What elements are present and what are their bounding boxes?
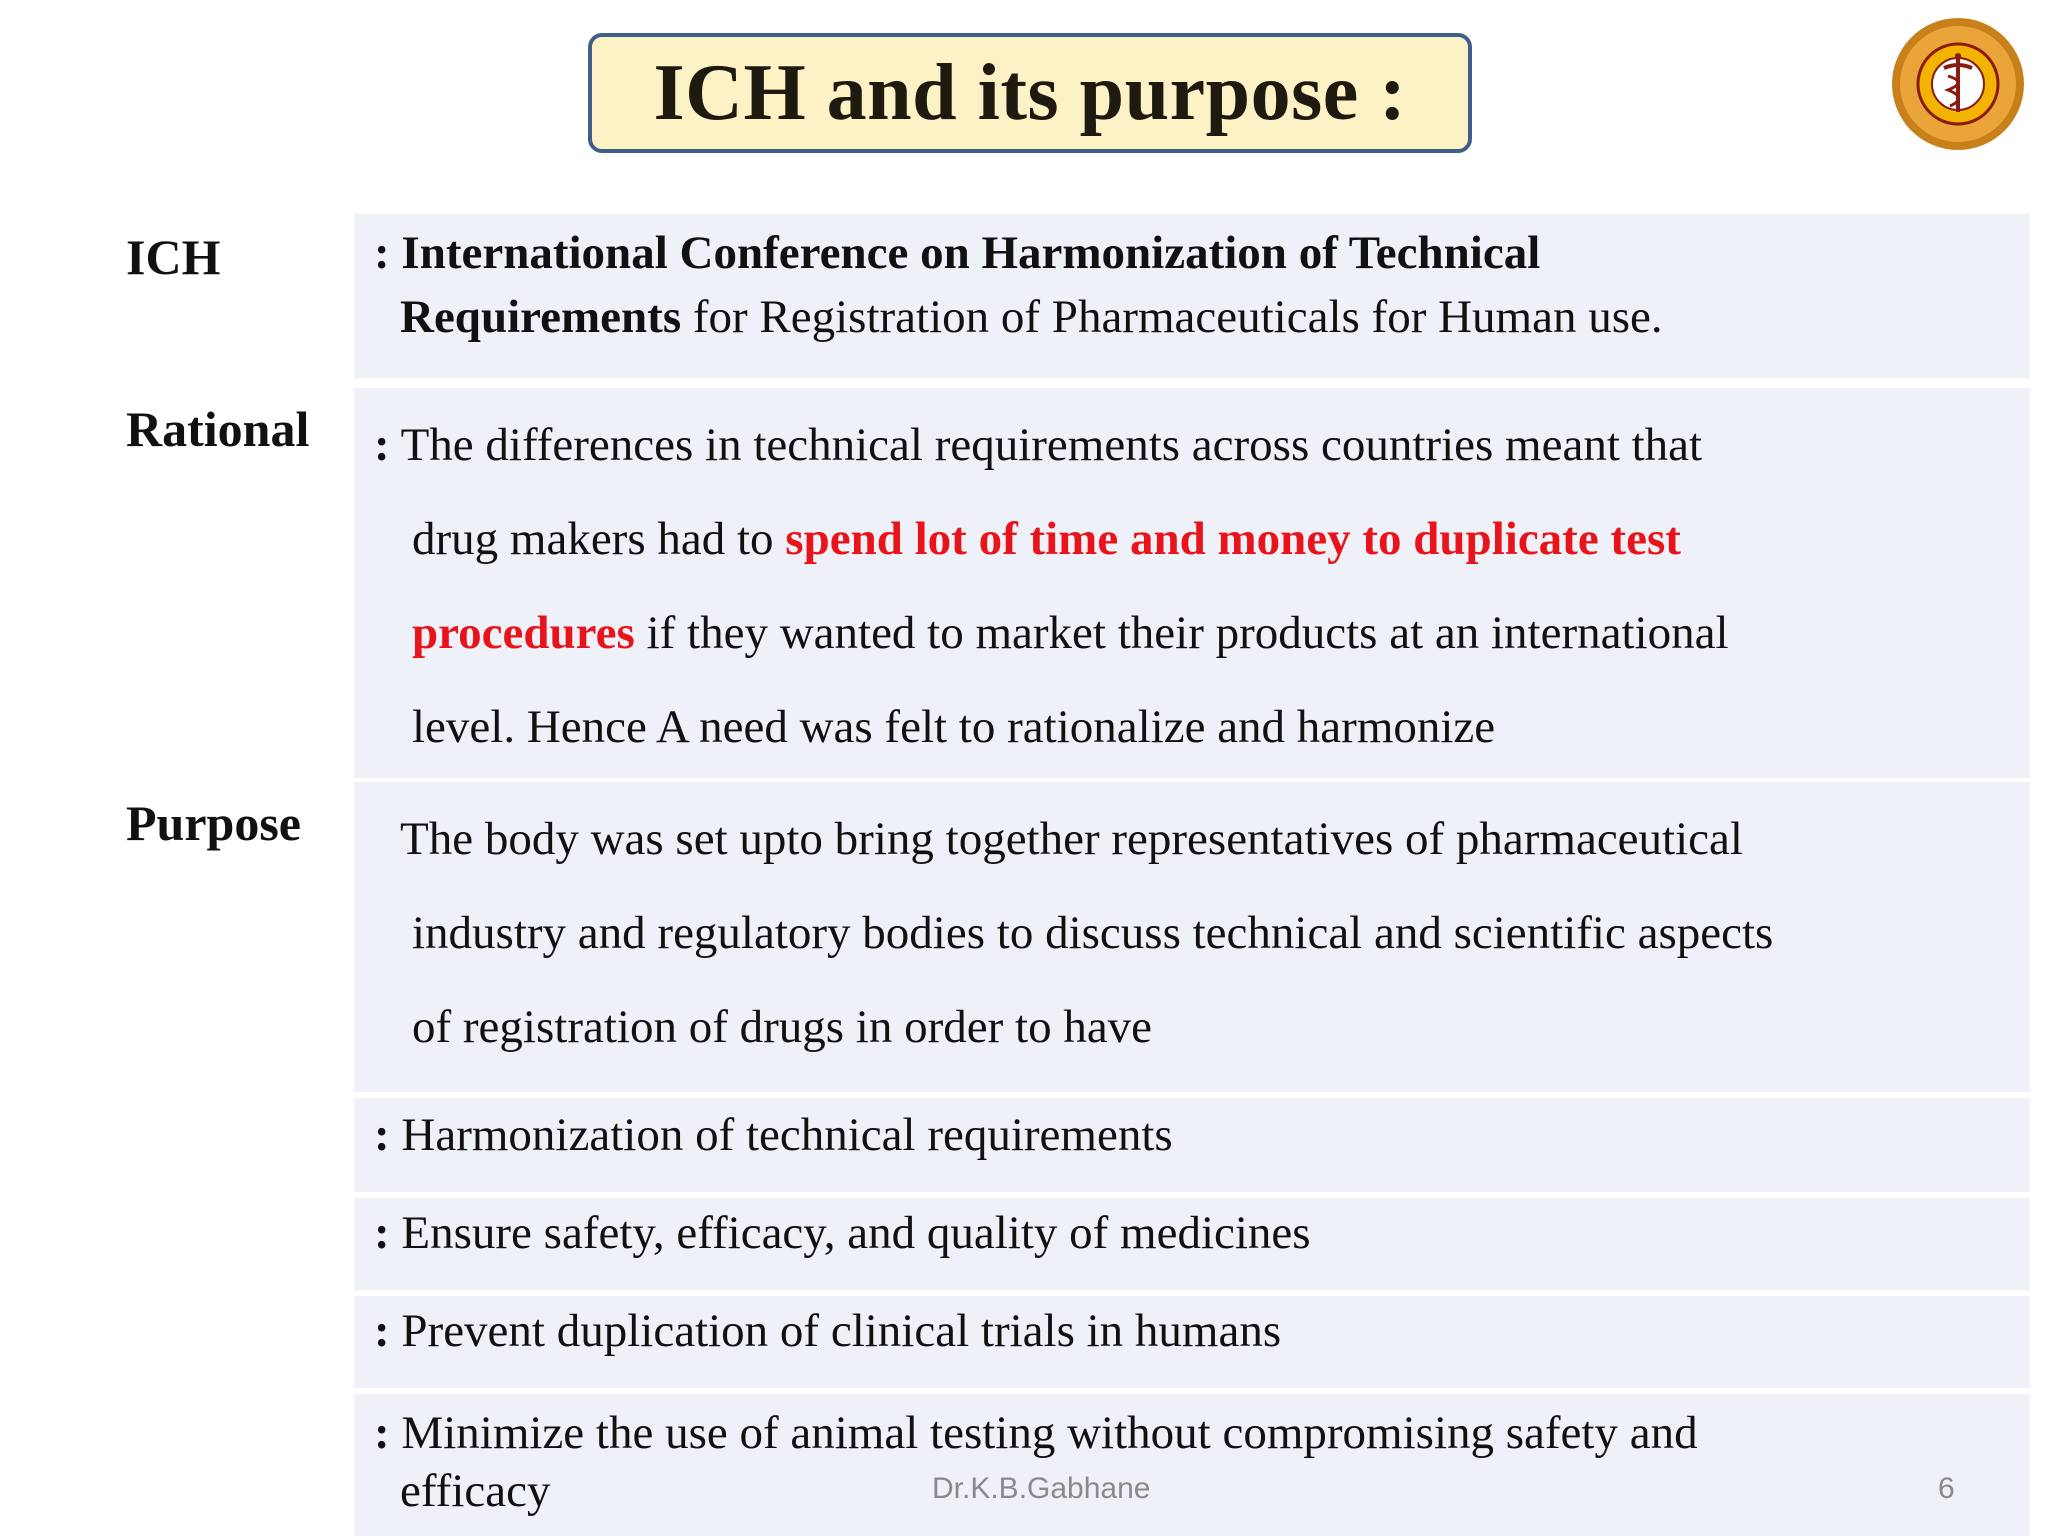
ich-line-2: Requirements for Registration of Pharmaceuticals for Human use.: [400, 291, 1663, 343]
list-item: [354, 1098, 2030, 1192]
purpose-line-3: of registration of drugs in order to have: [412, 1001, 1153, 1053]
ich-line-1: : International Conference on Harmonization of Technical: [374, 227, 1541, 279]
purpose-line-2: industry and regulatory bodies to discuss technical and scientific aspects: [412, 907, 1774, 959]
list-item: [354, 1296, 2030, 1388]
purpose-item-4: : Minimize the use of animal testing without compromising safety and: [374, 1407, 1698, 1459]
purpose-item-2: : Ensure safety, efficacy, and quality of medicines: [374, 1207, 1311, 1259]
list-item: [354, 1198, 2030, 1290]
label-ich: ICH: [126, 229, 221, 285]
rational-line-1: : The differences in technical requirements across countries meant that: [374, 419, 1703, 471]
label-rational: Rational: [126, 401, 310, 457]
caduceus-seal-icon: [1888, 14, 2028, 154]
highlight-text: procedures: [412, 607, 635, 659]
rational-line-2: drug makers had to spend lot of time and money to duplicate test: [412, 513, 1681, 565]
purpose-line-1: The body was set upto bring together representatives of pharmaceutical: [400, 813, 1743, 865]
ich-full-name-part1: International Conference on Harmonization of Technical: [401, 227, 1541, 279]
purpose-item-4-cont: efficacy: [400, 1465, 551, 1517]
ich-full-name-part2: Requirements: [400, 291, 682, 343]
highlight-text: spend lot of time and money to duplicate test: [785, 513, 1681, 565]
list-item: [354, 1394, 2030, 1536]
rational-row: [354, 388, 2030, 778]
title-box: [588, 33, 1472, 153]
slide-title: ICH and its purpose :: [653, 48, 1407, 137]
ich-definition-row: [354, 214, 2030, 378]
purpose-item-3: : Prevent duplication of clinical trials in humans: [374, 1305, 1282, 1357]
footer-author: Dr.K.B.Gabhane: [932, 1472, 1151, 1505]
purpose-item-1: : Harmonization of technical requirements: [374, 1109, 1173, 1161]
rational-line-3: procedures if they wanted to market their products at an international: [412, 607, 1729, 659]
label-purpose: Purpose: [126, 795, 301, 851]
page-number: 6: [1938, 1472, 1955, 1505]
rational-line-4: level. Hence A need was felt to rationalize and harmonize: [412, 701, 1496, 753]
purpose-row: [354, 782, 2030, 1092]
